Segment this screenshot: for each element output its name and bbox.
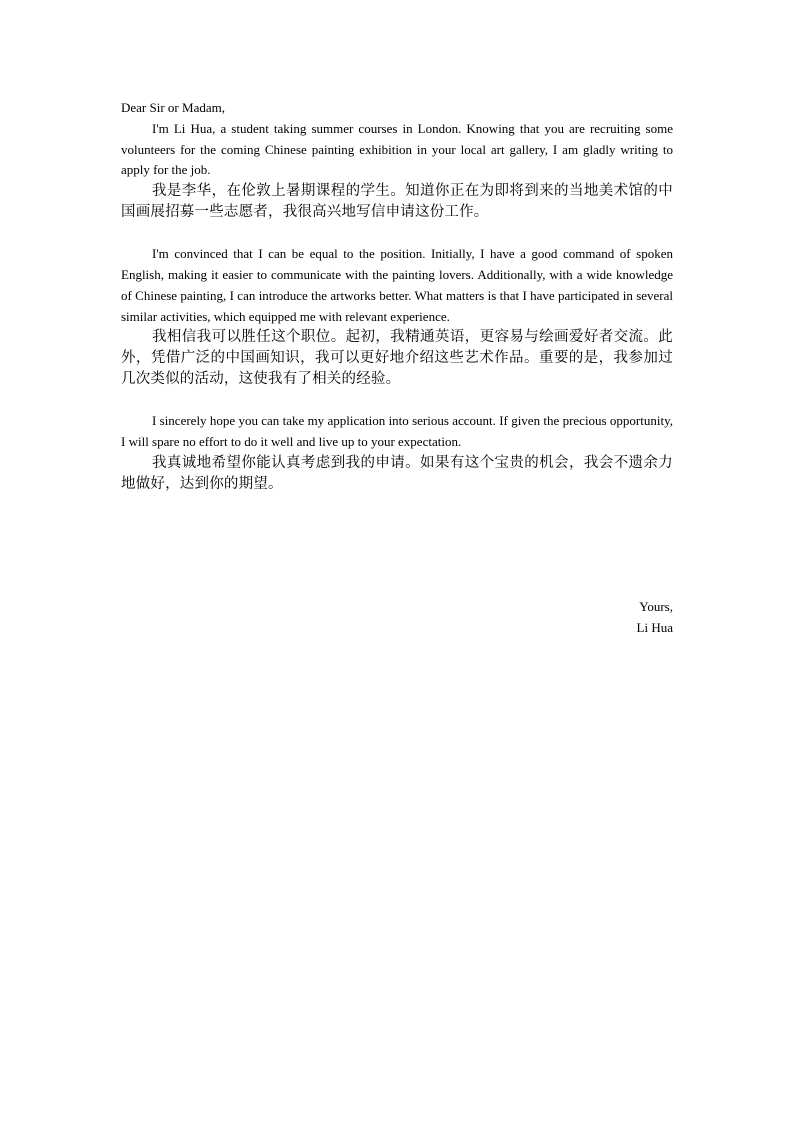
paragraph-spacer [121,390,673,411]
signature: Li Hua [636,620,673,635]
paragraph-spacer [121,223,673,244]
letter-body [121,98,673,495]
closing-phrase: Yours, [639,599,673,614]
letter-closing [637,596,673,638]
paragraph-3-english: I sincerely hope you can take my application into serious account. If given the precious opportunity, I will spare no effort to do it well and live up to your expectation. [121,413,673,450]
paragraph-1-chinese: 我是李华，在伦敦上暑期课程的学生。知道你正在为即将到来的当地美术馆的中国画展招募一些志愿者，我很高兴地写信申请这份工作。 [121,183,673,221]
paragraph-2-english: I'm convinced that I can be equal to the position. Initially, I have a good command of spoken English, making it easier to communicate with the painting lovers. Additionally, with a wide knowledge of Chinese painting, I can introduce the artworks better. What matters is that I have participated in several similar activities, which equipped me with relevant experience. [121,246,673,324]
paragraph-3-chinese: 我真诚地希望你能认真考虑到我的申请。如果有这个宝贵的机会，我会不遗余力地做好，达到你的期望。 [121,454,673,492]
paragraph-2-chinese: 我相信我可以胜任这个职位。起初，我精通英语，更容易与绘画爱好者交流。此外，凭借广泛的中国画知识，我可以更好地介绍这些艺术作品。重要的是，我参加过几次类似的活动，这使我有了相关的经验。 [121,329,673,388]
paragraph-1-english: I'm Li Hua, a student taking summer courses in London. Knowing that you are recruiting some volunteers for the coming Chinese painting exhibition in your local art gallery, I am gladly writing to apply for the job. [121,120,673,178]
greeting: Dear Sir or Madam, [121,100,225,115]
